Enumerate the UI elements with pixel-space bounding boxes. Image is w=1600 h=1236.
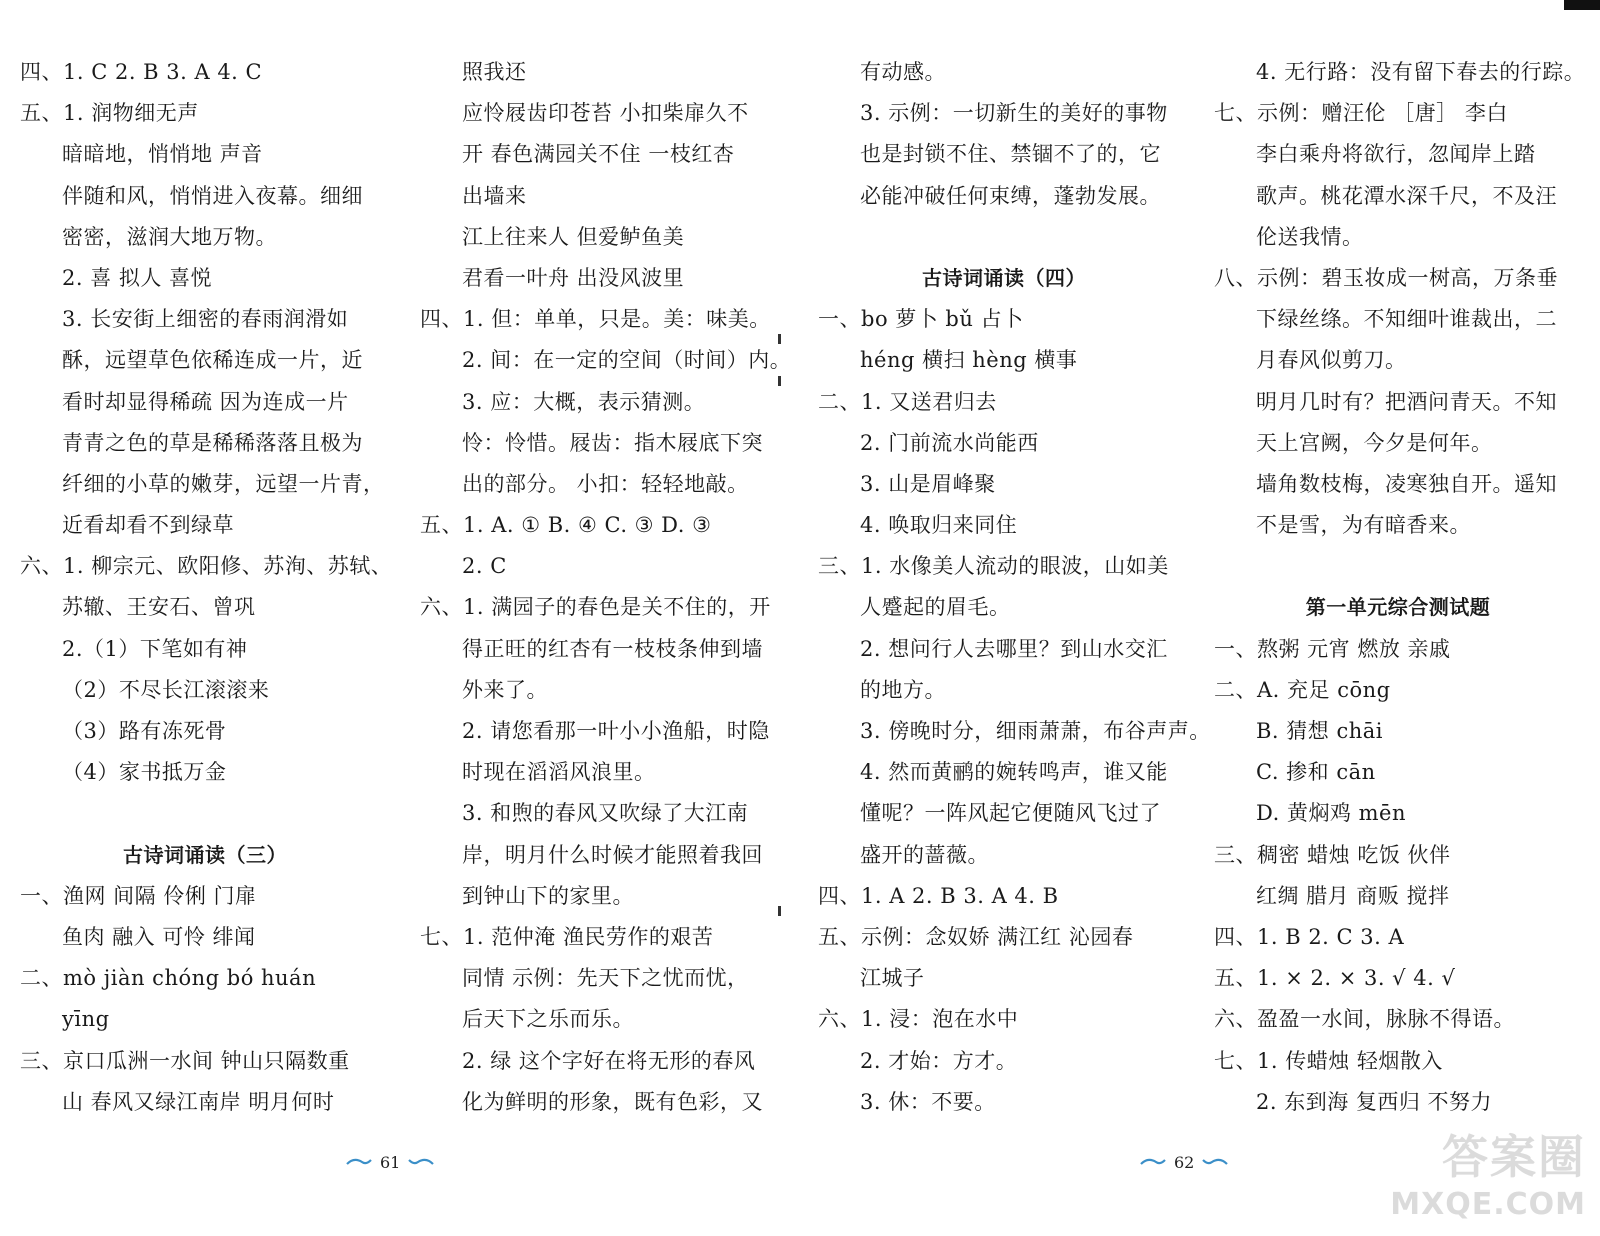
column-2 xyxy=(420,52,792,1123)
scan-mark xyxy=(778,376,781,386)
answer-line: 三、京口瓜洲一水间 钟山只隔数重 xyxy=(20,1048,350,1073)
section-heading: 古诗词诵读（四） xyxy=(922,265,1086,290)
answer-line: 五、示例：念奴娇 满江红 沁园春 xyxy=(818,924,1134,949)
corner-mark xyxy=(1564,0,1600,10)
answer-line: 看时却显得稀疏 因为连成一片 xyxy=(62,389,349,414)
section-heading: 第一单元综合测试题 xyxy=(1305,595,1491,620)
answer-line: 应怜屐齿印苍苔 小扣柴扉久不 xyxy=(462,101,749,126)
answer-line: 也是封锁不住、禁锢不了的，它 xyxy=(860,142,1161,167)
answer-line: 红绸 腊月 商贩 搅拌 xyxy=(1256,883,1450,908)
answer-line: 六、1. 柳宗元、欧阳修、苏洵、苏轼、 xyxy=(20,554,393,579)
answer-line: 3. 山是眉峰聚 xyxy=(860,471,996,496)
answer-line: 酥，远望草色依稀连成一片，近 xyxy=(62,348,363,373)
answer-line: 4. 唤取归来同住 xyxy=(860,513,1018,538)
answer-line: 怜：怜惜。屐齿：指木屐底下突 xyxy=(462,430,763,455)
answer-line: 一、渔网 间隔 伶俐 门扉 xyxy=(20,883,257,908)
answer-line: 不是雪，为有暗香来。 xyxy=(1256,513,1471,538)
answer-line: 一、熬粥 元宵 燃放 亲戚 xyxy=(1214,636,1451,661)
answer-line: 四、1. B 2. C 3. A xyxy=(1214,924,1405,949)
answer-line: 月春风似剪刀。 xyxy=(1256,348,1407,373)
answer-line: 鱼肉 融入 可怜 绯闻 xyxy=(62,924,256,949)
answer-line: 二、mò jiàn chóng bó huán xyxy=(20,966,317,991)
answer-line: 纤细的小草的嫩芽，远望一片青， xyxy=(62,471,385,496)
answer-line: 天上宫阙，今夕是何年。 xyxy=(1256,430,1493,455)
answer-line: 伴随和风，悄悄进入夜幕。细细 xyxy=(62,183,363,208)
column-1 xyxy=(20,52,393,1123)
page-number-text: 61 xyxy=(380,1152,401,1172)
answer-line: 4. 无行路：没有留下春去的行踪。 xyxy=(1256,60,1586,84)
answer-line: 三、1. 水像美人流动的眼波，山如美 xyxy=(818,554,1169,579)
watermark xyxy=(1390,1121,1586,1222)
answer-line: 青青之色的草是稀稀落落且极为 xyxy=(62,430,363,455)
page-number-left xyxy=(346,1150,434,1174)
answer-line: 歌声。桃花潭水深千尺，不及汪 xyxy=(1256,183,1557,208)
answer-line: 2. 门前流水尚能西 xyxy=(860,430,1039,455)
answer-line: 一、bo 萝卜 bǔ 占卜 xyxy=(818,307,1024,332)
answer-line: 近看却看不到绿草 xyxy=(62,513,234,538)
answer-line: 六、1. 满园子的春色是关不住的，开 xyxy=(420,595,771,620)
answer-line: 3. 傍晚时分，细雨萧萧，布谷声声。 xyxy=(860,719,1211,743)
answer-line: 五、1. A. ① B. ④ C. ③ D. ③ xyxy=(420,513,712,538)
column-4 xyxy=(1214,52,1586,1123)
answer-line: 化为鲜明的形象，既有色彩，又 xyxy=(462,1089,763,1114)
answer-line xyxy=(20,793,390,834)
answer-line: C. 掺和 cān xyxy=(1256,760,1376,785)
answer-line: 盛开的蔷薇。 xyxy=(860,842,989,867)
answer-line: 必能冲破任何束缚，蓬勃发展。 xyxy=(860,183,1161,208)
answer-line: 得正旺的红杏有一枝枝条伸到墙 xyxy=(462,636,763,661)
swirl-left-icon xyxy=(346,1157,372,1167)
answer-line: 山 春风又绿江南岸 明月何时 xyxy=(62,1089,335,1114)
answer-line: 密密，滋润大地万物。 xyxy=(62,224,277,249)
scan-mark xyxy=(778,334,781,344)
answer-line: 七、1. 范仲淹 渔民劳作的艰苦 xyxy=(420,924,714,949)
column-3 xyxy=(818,52,1211,1123)
answer-line: 3. 休：不要。 xyxy=(860,1089,996,1114)
answer-line: 三、稠密 蜡烛 吃饭 伙伴 xyxy=(1214,842,1451,867)
answer-line: 出墙来 xyxy=(462,183,527,208)
answer-line: 外来了。 xyxy=(462,677,548,702)
watermark-logo: 答案圈 xyxy=(1442,1130,1586,1184)
answer-line: 2. 间：在一定的空间（时间）内。 xyxy=(462,348,792,373)
answer-line: 四、1. A 2. B 3. A 4. B xyxy=(818,883,1059,908)
answer-line: 明月几时有？把酒问青天。不知 xyxy=(1256,389,1557,414)
watermark-url: MXQE.COM xyxy=(1390,1187,1586,1222)
answer-line: 到钟山下的家里。 xyxy=(462,883,634,908)
scan-mark xyxy=(778,906,781,916)
answer-line: 六、1. 浸：泡在水中 xyxy=(818,1007,1019,1032)
answer-line: 四、1. C 2. B 3. A 4. C xyxy=(20,60,263,84)
answer-line: 江城子 xyxy=(860,966,925,991)
answer-line: D. 黄焖鸡 mēn xyxy=(1256,801,1406,826)
answer-line: B. 猜想 chāi xyxy=(1256,719,1383,743)
answer-line: 2.（1）下笔如有神 xyxy=(62,636,248,661)
answer-line: 人蹙起的眉毛。 xyxy=(860,595,1011,620)
answer-line: yīng xyxy=(62,1007,110,1032)
answer-line: 下绿丝绦。不知细叶谁裁出，二 xyxy=(1256,307,1557,332)
answer-line: 的地方。 xyxy=(860,677,946,702)
answer-line: 3. 和煦的春风又吹绿了大江南 xyxy=(462,801,749,826)
answer-line: 2. C xyxy=(462,554,507,579)
answer-line: 出的部分。 小扣：轻轻地敲。 xyxy=(462,471,749,496)
answer-line: 江上往来人 但爱鲈鱼美 xyxy=(462,224,685,249)
answer-line: （4）家书抵万金 xyxy=(62,760,227,785)
answer-line: 3. 应：大概，表示猜测。 xyxy=(462,389,706,414)
answer-line: 八、示例：碧玉妆成一树高，万条垂 xyxy=(1214,265,1558,290)
swirl-right-icon xyxy=(1202,1157,1228,1167)
answer-line: 李白乘舟将欲行，忽闻岸上踏 xyxy=(1256,142,1536,167)
answer-line: 3. 示例：一切新生的美好的事物 xyxy=(860,101,1168,126)
answer-line: 2. 想问行人去哪里？到山水交汇 xyxy=(860,636,1168,661)
answer-line: （3）路有冻死骨 xyxy=(62,719,227,743)
answer-line: 二、A. 充足 cōng xyxy=(1214,677,1391,702)
answer-line: 伦送我情。 xyxy=(1256,224,1364,249)
answer-line xyxy=(818,217,1190,258)
answer-line: 五、1. × 2. × 3. √ 4. √ xyxy=(1214,966,1456,991)
answer-line: 苏辙、王安石、曾巩 xyxy=(62,595,256,620)
answer-line: 2. 东到海 复西归 不努力 xyxy=(1256,1089,1493,1114)
answer-line: 2. 才始：方才。 xyxy=(860,1048,1018,1073)
answer-line: 时现在滔滔风浪里。 xyxy=(462,760,656,785)
answer-line: 照我还 xyxy=(462,60,527,84)
answer-line: 四、1. 但：单单，只是。美：味美。 xyxy=(420,307,771,332)
answer-line: 后天下之乐而乐。 xyxy=(462,1007,634,1032)
answer-line: 六、盈盈一水间，脉脉不得语。 xyxy=(1214,1007,1515,1032)
answer-line: 君看一叶舟 出没风波里 xyxy=(462,265,685,290)
answer-line: 七、1. 传蜡烛 轻烟散入 xyxy=(1214,1048,1443,1073)
swirl-left-icon xyxy=(1140,1157,1166,1167)
answer-line: 岸，明月什么时候才能照着我回 xyxy=(462,842,763,867)
page-number-right xyxy=(1140,1150,1228,1174)
answer-line: 开 春色满园关不住 一枝红杏 xyxy=(462,142,735,167)
answer-line: 3. 长安街上细密的春雨润滑如 xyxy=(62,307,349,332)
answer-line: 二、1. 又送君归去 xyxy=(818,389,997,414)
page-number-text: 62 xyxy=(1174,1152,1195,1172)
answer-line: 2. 请您看那一叶小小渔船，时隐 xyxy=(462,719,770,743)
answer-line: 五、1. 润物细无声 xyxy=(20,101,199,126)
answer-line: 墙角数枝梅，凌寒独自开。遥知 xyxy=(1256,471,1557,496)
swirl-right-icon xyxy=(408,1157,434,1167)
answer-line: 有动感。 xyxy=(860,60,946,84)
answer-line xyxy=(1214,546,1582,587)
answer-line: 4. 然而黄鹂的婉转鸣声，谁又能 xyxy=(860,760,1168,785)
answer-line: （2）不尽长江滚滚来 xyxy=(62,677,270,702)
answer-line: 2. 绿 这个字好在将无形的春风 xyxy=(462,1048,756,1073)
answer-line: héng 横扫 hèng 横事 xyxy=(860,348,1078,373)
answer-line: 懂呢？一阵风起它便随风飞过了 xyxy=(860,801,1161,826)
answer-line: 同情 示例：先天下之忧而忧， xyxy=(462,966,749,991)
answer-line: 暗暗地，悄悄地 声音 xyxy=(62,142,263,167)
answer-line: 七、示例：赠汪伦 ［唐］ 李白 xyxy=(1214,101,1508,126)
section-heading: 古诗词诵读（三） xyxy=(123,842,287,867)
answer-line: 2. 喜 拟人 喜悦 xyxy=(62,265,213,290)
